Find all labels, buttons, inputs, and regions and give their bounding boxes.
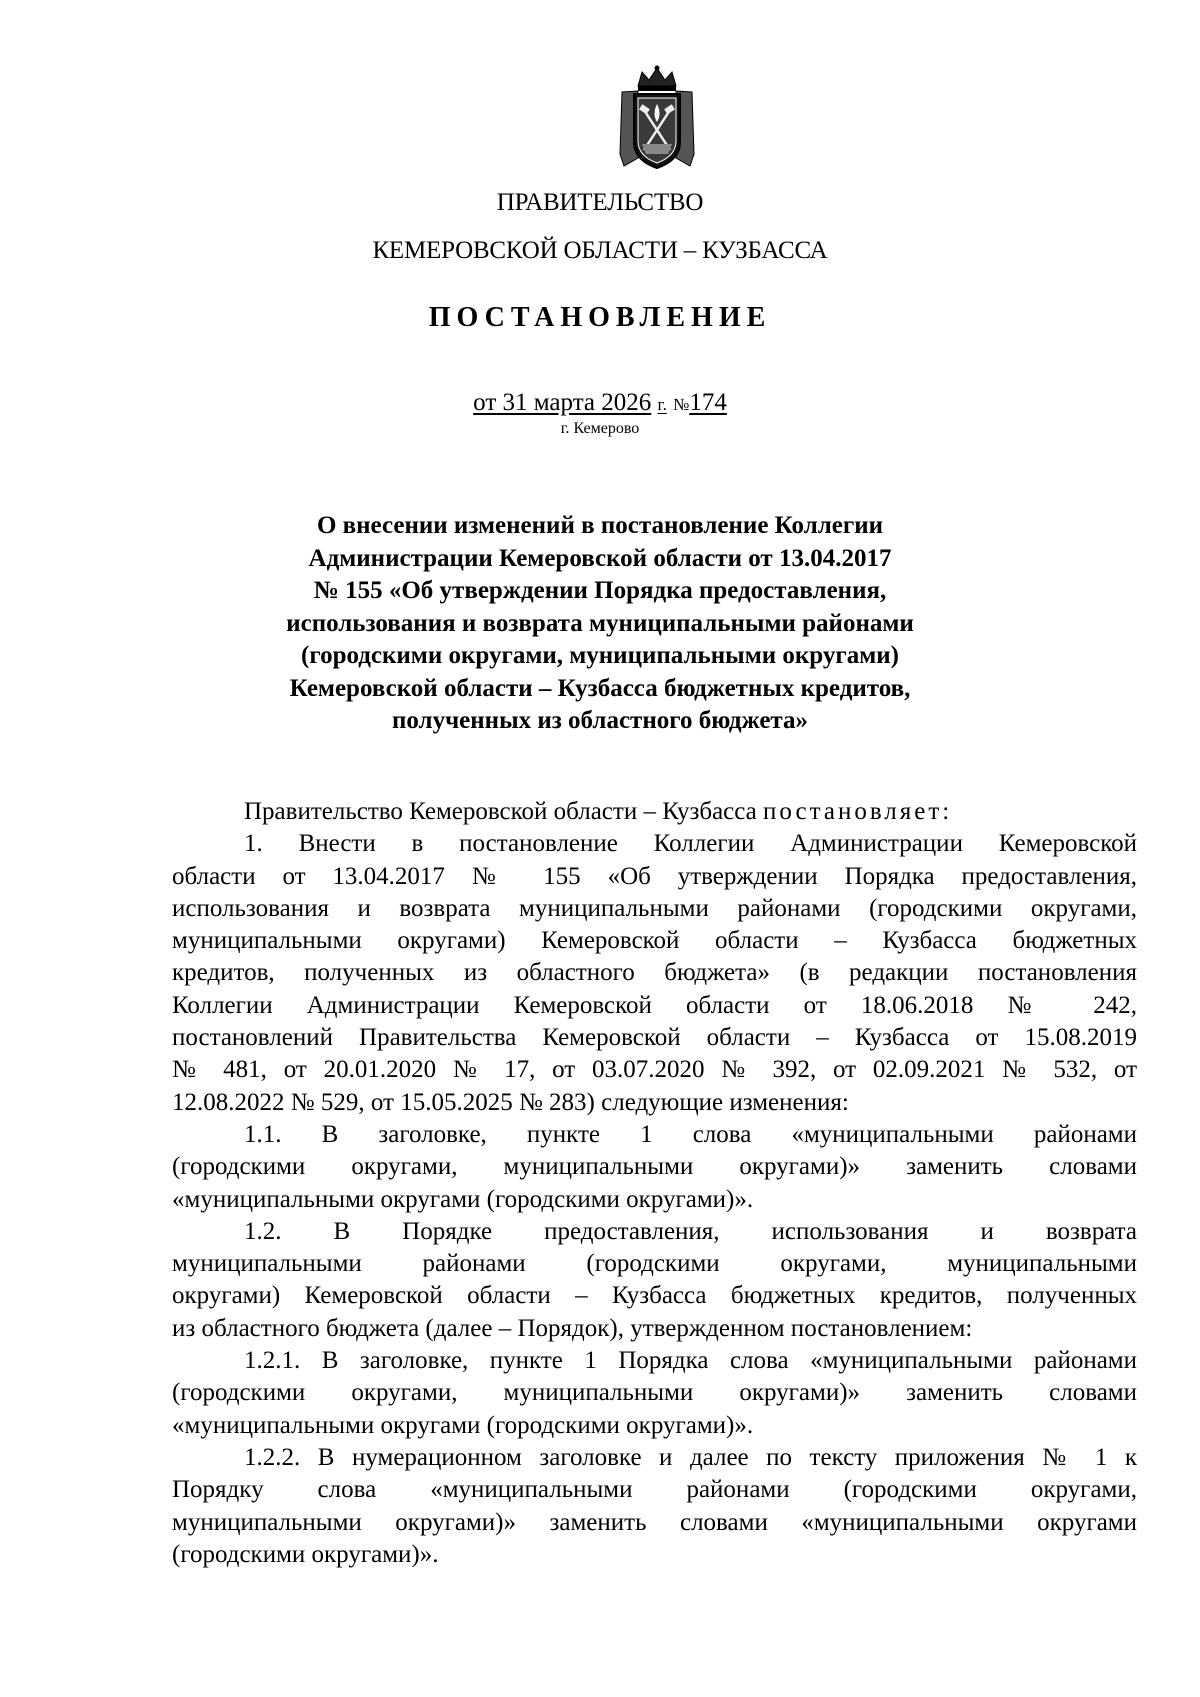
body-text-line: № 481, от 20.01.2020 № 17, от 03.07.2020 № 392, от 02.09.2021 № 532, от bbox=[172, 1056, 1137, 1084]
body-text-line: округами) Кемеровской области – Кузбасса бюджетных кредитов, полученных bbox=[172, 1282, 1137, 1310]
document-title bbox=[200, 510, 1000, 738]
body-text-line: 12.08.2022 № 529, от 15.05.2025 № 283) следующие изменения: bbox=[172, 1088, 849, 1116]
preamble-verb: постановляет: bbox=[763, 798, 953, 825]
date-number-line bbox=[0, 388, 1200, 420]
title-line: № 155 «Об утверждении Порядка предоставления, bbox=[313, 577, 887, 604]
number-sign: № bbox=[673, 395, 690, 414]
preamble-text: Правительство Кемеровской области – Кузбасса bbox=[244, 798, 757, 825]
org-name-line1: ПРАВИТЕЛЬСТВО bbox=[496, 189, 704, 216]
title-line: О внесении изменений в постановление Коллегии bbox=[316, 512, 884, 539]
body-text-line: муниципальными округами) Кемеровской области – Кузбасса бюджетных bbox=[172, 927, 1137, 955]
document-type-heading: ПОСТАНОВЛЕНИЕ bbox=[428, 302, 772, 333]
body-text-line: «муниципальными округами (городскими округами)». bbox=[172, 1185, 754, 1213]
body-text-line: муниципальными округами)» заменить словами «муниципальными округами bbox=[172, 1508, 1137, 1536]
document-date: 31 марта 2026 bbox=[502, 389, 652, 416]
body-text-line: (городскими округами, муниципальными округами)» заменить словами bbox=[172, 1379, 1137, 1407]
document-number: 174 bbox=[689, 389, 727, 416]
body-text-line: постановлений Правительства Кемеровской области – Кузбасса от 15.08.2019 bbox=[172, 1024, 1137, 1052]
date-prefix: от bbox=[473, 389, 497, 416]
body-text-line: (городскими округами, муниципальными округами)» заменить словами bbox=[172, 1153, 1137, 1181]
coat-of-arms-emblem bbox=[616, 64, 698, 172]
body-text-line: 1.2.1. В заголовке, пункте 1 Порядка слова «муниципальными районами bbox=[244, 1347, 1137, 1375]
body-text-line: Порядку слова «муниципальными районами (городскими округами, bbox=[172, 1476, 1137, 1504]
title-line: полученных из областного бюджета» bbox=[391, 707, 809, 734]
body-text-line: муниципальными районами (городскими округами, муниципальными bbox=[172, 1250, 1137, 1278]
body-text-line: 1.1. В заголовке, пункте 1 слова «муниципальными районами bbox=[244, 1120, 1137, 1148]
city-name: г. Кемерово bbox=[560, 420, 640, 437]
title-line: Администрации Кемеровской области от 13.04.2017 bbox=[308, 544, 892, 572]
body-text-line: 1. Внести в постановление Коллегии Администрации Кемеровской bbox=[244, 830, 1137, 858]
body-text-line: кредитов, полученных из областного бюджета» (в редакции постановления bbox=[172, 959, 1137, 987]
title-line: Кемеровской области – Кузбасса бюджетных кредитов, bbox=[289, 674, 911, 702]
body-text-line: (городскими округами)». bbox=[172, 1540, 439, 1568]
body-text-line: Коллегии Администрации Кемеровской области от 18.06.2018 № 242, bbox=[172, 991, 1137, 1019]
year-abbreviation: г. bbox=[657, 395, 667, 414]
body-text-line: 1.2.2. В нумерационном заголовке и далее по тексту приложения № 1 к bbox=[244, 1443, 1137, 1471]
body-text-line: использования и возврата муниципальными районами (городскими округами, bbox=[172, 894, 1137, 922]
body-text-line: области от 13.04.2017 № 155 «Об утверждении Порядка предоставления, bbox=[172, 862, 1137, 890]
document-body bbox=[172, 796, 1137, 1571]
body-text-line: 1.2. В Порядке предоставления, использования и возврата bbox=[244, 1217, 1137, 1245]
preamble bbox=[172, 796, 1137, 828]
title-line: (городскими округами, муниципальными округами) bbox=[301, 642, 899, 669]
body-text-line: «муниципальными округами (городскими округами)». bbox=[172, 1411, 754, 1439]
body-text-line: из областного бюджета (далее – Порядок), утвержденном постановлением: bbox=[172, 1314, 973, 1342]
org-name-line2: КЕМЕРОВСКОЙ ОБЛАСТИ – КУЗБАССА bbox=[372, 237, 828, 264]
title-line: использования и возврата муниципальными районами bbox=[286, 609, 914, 637]
